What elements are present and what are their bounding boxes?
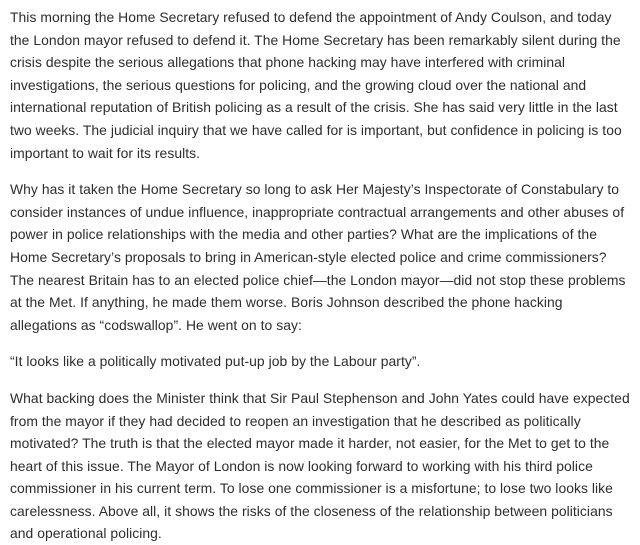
paragraph-inspectorate-question: Why has it taken the Home Secretary so long to ask Her Majesty’s Inspectorate of Constabulary to consider instances of undue influence, inappropriate contractual arrangements and other abuses of power in police relationships with the media and other parties? What are the implications of the Home Secretary’s proposals to bring in American-style elected police and crime commissioners? The nearest Britain has to an elected police chief—the London mayor—did not stop these problems at the Met. If anything, he made them worse. Boris Johnson described the phone hacking allegations as “codswallop”. He went on to say: bbox=[10, 181, 626, 333]
paragraph-home-secretary-silence: This morning the Home Secretary refused to defend the appointment of Andy Coulson, and today the London mayor refused to defend it. The Home Secretary has been remarkably silent during the crisis despite the serious allegations that phone hacking may have interfered with criminal investigations, the serious questions for policing, and the growing cloud over the national and international reputation of British policing as a result of the crisis. She has said very little in the last two weeks. The judicial inquiry that we have called for is important, but confidence in policing is too important to wait for its results. bbox=[10, 9, 622, 161]
paragraph-quote: “It looks like a politically motivated put-up job by the Labour party”. bbox=[10, 353, 421, 370]
paragraph-mayor-backing: What backing does the Minister think that Sir Paul Stephenson and John Yates could have expected from the mayor if they had decided to reopen an investigation that he described as politically motivated? The truth is that the elected mayor made it harder, not easier, for the Met to get to the heart of this issue. The Mayor of London is now looking forward to working with his third police commissioner in his current term. To lose one commissioner is a misfortune; to lose two looks like carelessness. Above all, it shows the risks of the closeness of the relationship between politicians and operational policing. bbox=[10, 389, 630, 542]
